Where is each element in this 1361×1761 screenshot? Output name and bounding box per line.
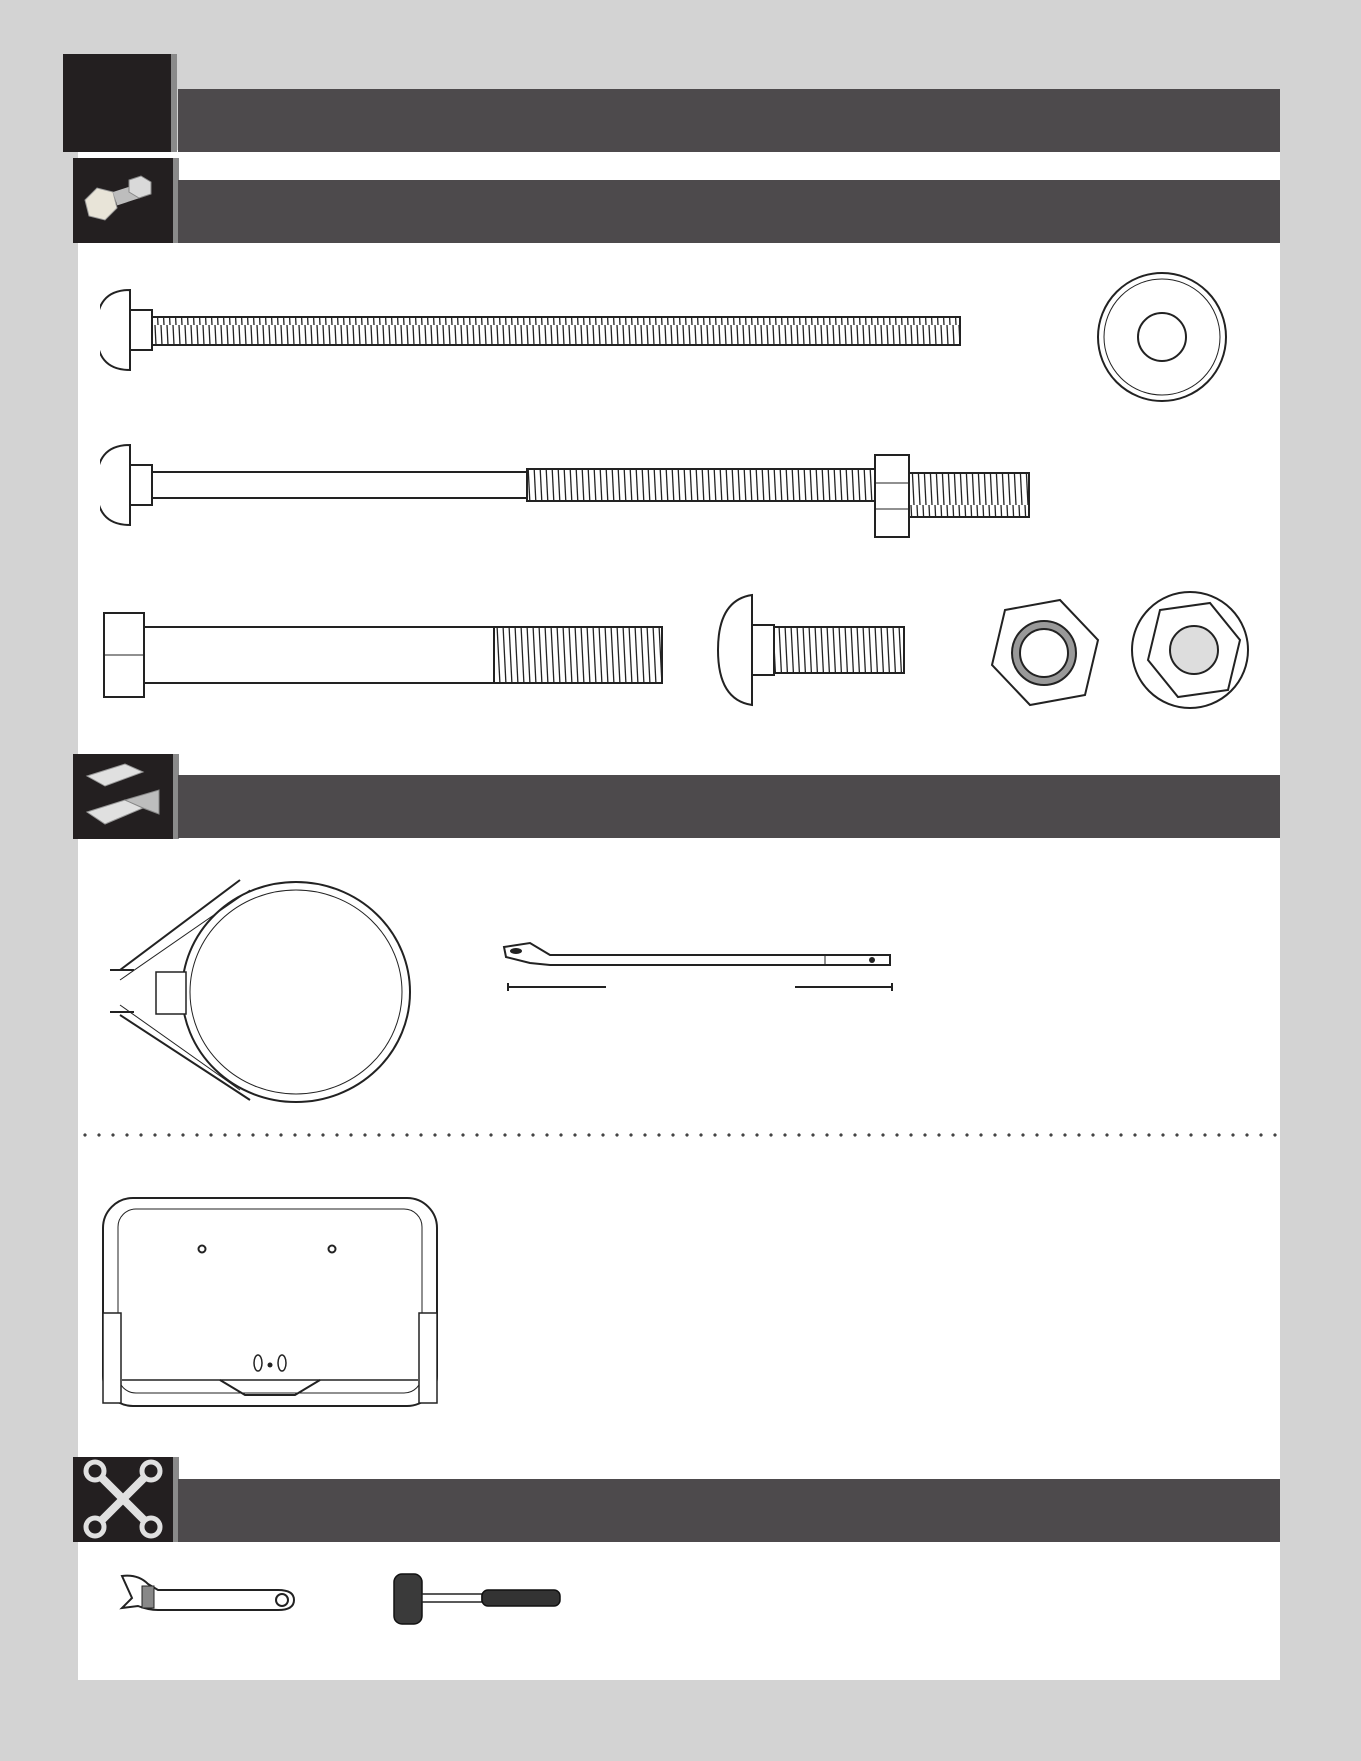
tools-icon-box xyxy=(73,1457,173,1542)
backboard-drawing xyxy=(100,1195,440,1410)
rim-brace-drawing xyxy=(500,935,900,995)
short-carriage-bolt xyxy=(718,595,904,705)
hardware-title-bar xyxy=(178,180,1280,243)
section-divider xyxy=(78,1133,1280,1137)
tools-title-bar xyxy=(178,1479,1280,1542)
medium-carriage-bolt xyxy=(100,445,882,525)
rubber-mallet-drawing xyxy=(390,1568,565,1630)
hardware-drawings xyxy=(100,265,1280,735)
flat-washer xyxy=(1098,273,1226,401)
parts-icon-box xyxy=(73,754,173,839)
short-hex-bolt xyxy=(875,455,1029,537)
parts-title-bar xyxy=(178,775,1280,838)
long-carriage-bolt xyxy=(100,290,960,370)
adjustable-wrench-drawing xyxy=(118,1572,298,1622)
long-hex-bolt xyxy=(104,613,662,697)
step-title-bar xyxy=(178,89,1280,152)
hardware-icon-box xyxy=(73,158,173,243)
lock-nut xyxy=(992,600,1098,705)
step-number-box xyxy=(63,54,171,152)
bracket-icon xyxy=(73,754,173,839)
wrench-icon xyxy=(73,1457,173,1542)
basketball-rim-drawing xyxy=(100,870,430,1120)
bolt-nut-icon xyxy=(73,158,173,243)
flange-nut xyxy=(1132,592,1248,708)
